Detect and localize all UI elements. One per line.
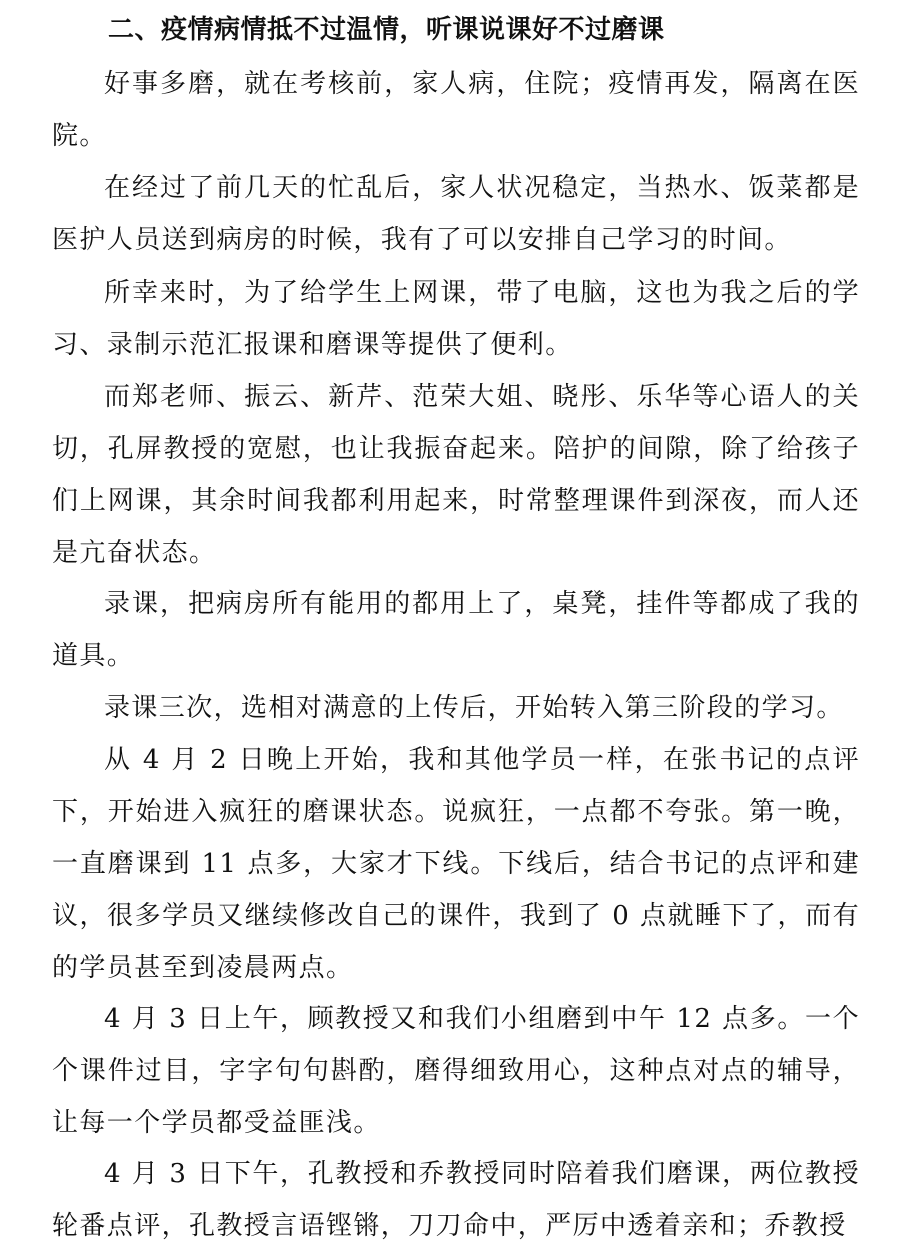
paragraph-2: 在经过了前几天的忙乱后，家人状况稳定，当热水、饭菜都是医护人员送到病房的时候，我有了可以安排自己学习的时间。 bbox=[52, 173, 860, 255]
paragraph-4: 而郑老师、振云、新芹、范荣大姐、晓彤、乐华等心语人的关切，孔屏教授的宽慰，也让我振奋起来。陪护的间隙，除了给孩子们上网课，其余时间我都利用起来，时常整理课件到深夜，而人还是亢奋状态。 bbox=[52, 382, 860, 568]
paragraph-9: 4 月 3 日下午，孔教授和乔教授同时陪着我们磨课，两位教授轮番点评，孔教授言语铿锵，刀刀命中，严厉中透着亲和；乔教授 bbox=[52, 1159, 860, 1241]
paragraph-8: 4 月 3 日上午，顾教授又和我们小组磨到中午 12 点多。一个个课件过目，字字句句斟酌，磨得细致用心，这种点对点的辅导，让每一个学员都受益匪浅。 bbox=[52, 1004, 860, 1138]
paragraph-5: 录课，把病房所有能用的都用上了，桌凳，挂件等都成了我的道具。 bbox=[52, 589, 860, 671]
paragraph-7: 从 4 月 2 日晚上开始，我和其他学员一样，在张书记的点评下，开始进入疯狂的磨课状态。说疯狂，一点都不夸张。第一晚，一直磨课到 11 点多，大家才下线。下线后，结合书记的点评和建议，很多学员又继续修改自己的课件，我到了 0 点就睡下了，而有的学员甚至到凌晨两点。 bbox=[52, 745, 860, 983]
paragraph-1: 好事多磨，就在考核前，家人病，住院；疫情再发，隔离在医院。 bbox=[52, 69, 860, 151]
paragraph-6: 录课三次，选相对满意的上传后，开始转入第三阶段的学习。 bbox=[104, 693, 844, 723]
section-heading: 二、疫情病情抵不过温情，听课说课好不过磨课 bbox=[108, 15, 665, 45]
paragraph-3: 所幸来时，为了给学生上网课，带了电脑，这也为我之后的学习、录制示范汇报课和磨课等提供了便利。 bbox=[52, 278, 860, 360]
